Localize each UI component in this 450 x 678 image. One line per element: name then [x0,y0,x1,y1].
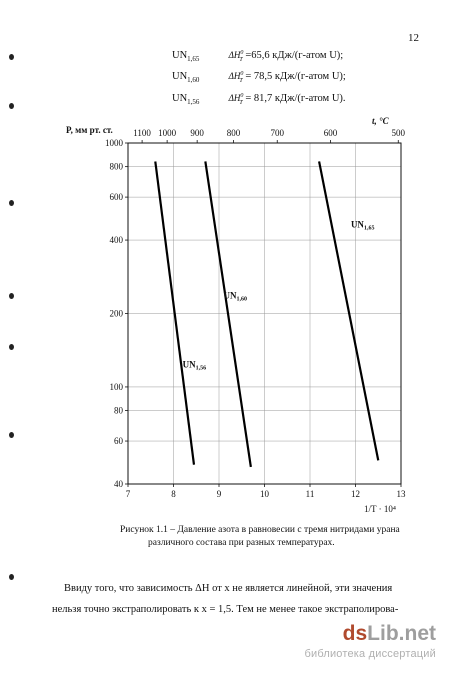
caption-line: различного состава при разных температурах. [148,538,335,548]
chart-grid [128,143,401,484]
watermark-subtitle: библиотека диссертаций [304,648,436,660]
chart-series [155,161,378,466]
y-tick-label: 60 [114,436,123,447]
x-tick-label: 10 [260,489,269,499]
series-label: $UN_{1,65}$ [350,219,375,232]
bottom-axis-label: 1/T · 10⁴ [364,504,396,514]
top-tick-label: 700 [270,128,284,138]
body-paragraph-line: нельзя точно экстраполировать к x = 1,5. Тем не менее такое экстраполирова- [52,604,399,615]
x-tick-label: 7 [125,489,131,499]
x-tick-label: 13 [396,489,406,499]
top-axis-label: t, °C [372,116,389,126]
series-label: $UN_{1,60}$ [223,290,248,303]
x-tick-label: 9 [216,489,222,499]
dslib-watermark [304,622,436,660]
equation-compound: $UN_{1,56}$ [172,93,200,107]
enthalpy-symbol: $\Delta H^0_T$ [228,71,244,84]
enthalpy-symbol: $\Delta H^0_T$ [228,50,244,63]
top-tick-label: 500 [391,128,406,138]
watermark-logo: dsLib.net [342,622,436,645]
y-tick-label: 80 [114,405,123,416]
equation-value: =65,6 кДж/(г-атом U); [245,50,344,61]
series-line [205,161,251,466]
top-tick-label: 1100 [133,128,151,138]
x-tick-label: 11 [305,489,315,499]
y-tick-label: 400 [109,235,123,246]
enthalpy-symbol: $\Delta H^0_T$ [228,93,244,106]
series-label: $UN_{1,56}$ [182,359,207,372]
y-tick-label: 40 [114,479,123,489]
y-tick-label: 200 [109,308,123,319]
top-tick-label: 1000 [158,128,177,138]
caption-line: Рисунок 1.1 – Давление азота в равновесии с тремя нитридами урана [120,525,400,535]
equation-value: = 81,7 кДж/(г-атом U). [245,93,346,104]
x-tick-label: 8 [171,489,176,499]
figure-caption [120,524,420,550]
equation-compound: $UN_{1,65}$ [172,50,200,64]
body-paragraph-line: Ввиду того, что зависимость ΔH от x не является линейной, эти значения [64,583,393,594]
y-tick-label: 600 [109,192,123,203]
y-tick-label: 800 [109,161,123,172]
top-tick-label: 800 [226,128,241,138]
page-number: 12 [408,32,419,44]
series-line [319,161,378,460]
series-line [155,161,194,464]
top-tick-label: 600 [323,128,338,138]
y-tick-label: 100 [109,381,123,392]
x-tick-label: 12 [351,489,360,499]
binding-hole [9,574,14,580]
y-axis-label: P, мм рт. ст. [66,125,113,135]
equation-compound: $UN_{1,60}$ [172,71,200,85]
equation-value: = 78,5 кДж/(г-атом U); [245,71,346,82]
top-tick-label: 900 [190,128,204,138]
y-tick-label: 1000 [105,138,123,148]
